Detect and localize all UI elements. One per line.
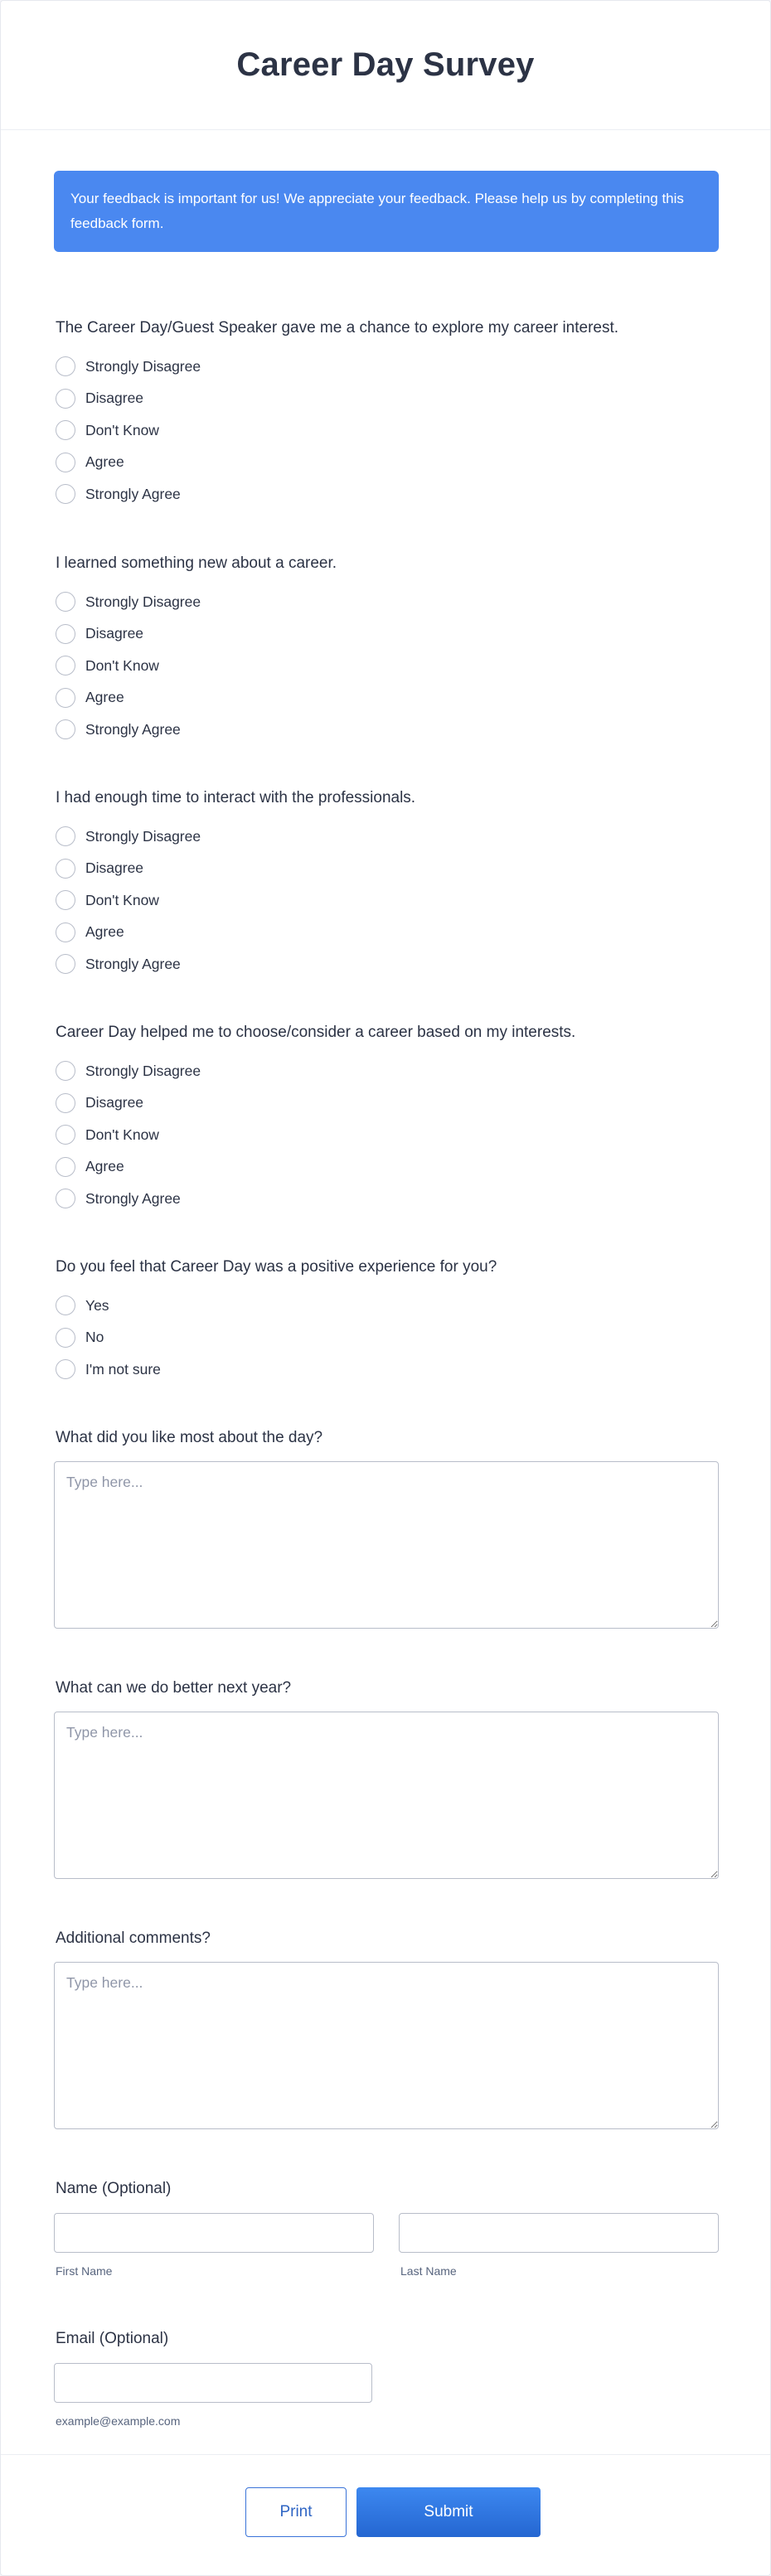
radio-group — [56, 1055, 719, 1215]
question-choose-career — [56, 1022, 719, 1215]
radio-group — [56, 821, 719, 981]
email-sublabel: example@example.com — [56, 2414, 181, 2428]
liked-most-textarea[interactable] — [54, 1461, 719, 1629]
radio-option-agree[interactable] — [56, 447, 719, 479]
radio-button[interactable] — [56, 420, 75, 440]
radio-button[interactable] — [56, 592, 75, 612]
radio-button[interactable] — [56, 453, 75, 472]
radio-option-disagree[interactable] — [56, 853, 719, 885]
option-label: Agree — [85, 1158, 124, 1175]
option-label: Agree — [85, 923, 124, 941]
question-label: Additional comments? — [56, 1930, 211, 1947]
first-name-sublabel: First Name — [56, 2264, 113, 2278]
radio-option-strongly-agree[interactable] — [56, 478, 719, 511]
option-label: Don't Know — [85, 1126, 159, 1143]
question-career-interest — [56, 317, 719, 511]
radio-option-dont-know[interactable] — [56, 884, 719, 917]
option-label: Agree — [85, 689, 124, 706]
radio-button[interactable] — [56, 356, 75, 376]
option-label: Don't Know — [85, 421, 159, 438]
radio-option-strongly-disagree[interactable] — [56, 821, 719, 853]
radio-option-no[interactable] — [56, 1322, 719, 1354]
radio-button[interactable] — [56, 1093, 75, 1113]
radio-option-agree[interactable] — [56, 917, 719, 949]
submit-button[interactable]: Submit — [356, 2487, 541, 2537]
radio-option-strongly-disagree[interactable] — [56, 586, 719, 618]
radio-option-strongly-agree[interactable] — [56, 714, 719, 746]
radio-button[interactable] — [56, 1061, 75, 1081]
radio-button[interactable] — [56, 484, 75, 504]
form-title: Career Day Survey — [236, 46, 535, 83]
radio-group — [56, 351, 719, 511]
option-label: I'm not sure — [85, 1360, 161, 1378]
radio-option-strongly-agree[interactable] — [56, 948, 719, 981]
print-button[interactable]: Print — [245, 2487, 347, 2537]
radio-button[interactable] — [56, 826, 75, 846]
question-label: What did you like most about the day? — [56, 1429, 323, 1446]
radio-option-disagree[interactable] — [56, 383, 719, 415]
question-enough-time — [56, 787, 719, 981]
question-additional-comments — [56, 1928, 719, 1949]
email-input[interactable] — [54, 2363, 372, 2403]
radio-option-not-sure[interactable] — [56, 1353, 719, 1386]
radio-button[interactable] — [56, 656, 75, 675]
radio-button[interactable] — [56, 859, 75, 879]
question-learned-something — [56, 553, 719, 746]
name-label: Name (Optional) — [56, 2180, 172, 2197]
radio-option-strongly-agree[interactable] — [56, 1183, 719, 1215]
first-name-input[interactable] — [54, 2213, 374, 2253]
email-field-group — [56, 2328, 719, 2350]
option-label: No — [85, 1329, 104, 1346]
question-label: I learned something new about a career. — [56, 554, 337, 572]
radio-button[interactable] — [56, 1189, 75, 1208]
option-label: Strongly Agree — [85, 1189, 181, 1207]
radio-button[interactable] — [56, 624, 75, 644]
radio-option-dont-know[interactable] — [56, 650, 719, 682]
option-label: Disagree — [85, 390, 144, 407]
option-label: Strongly Disagree — [85, 357, 201, 375]
radio-button[interactable] — [56, 1157, 75, 1177]
radio-option-strongly-disagree[interactable] — [56, 1055, 719, 1087]
option-label: Strongly Disagree — [85, 593, 201, 610]
option-label: Strongly Agree — [85, 485, 181, 502]
radio-button[interactable] — [56, 1125, 75, 1145]
option-label: Strongly Agree — [85, 955, 181, 972]
radio-button[interactable] — [56, 688, 75, 708]
additional-comments-textarea[interactable] — [54, 1962, 719, 2129]
radio-button[interactable] — [56, 922, 75, 942]
question-label: I had enough time to interact with the professionals. — [56, 789, 416, 806]
radio-button[interactable] — [56, 1328, 75, 1348]
question-do-better — [56, 1678, 719, 1699]
feedback-notice: Your feedback is important for us! We appreciate your feedback. Please help us by completing this feedback form. — [54, 171, 719, 252]
radio-option-dont-know[interactable] — [56, 1119, 719, 1151]
option-label: Disagree — [85, 859, 144, 877]
question-positive-experience — [56, 1257, 719, 1386]
option-label: Don't Know — [85, 656, 159, 674]
option-label: Agree — [85, 453, 124, 471]
question-label: What can we do better next year? — [56, 1679, 292, 1697]
radio-option-disagree[interactable] — [56, 618, 719, 651]
radio-button[interactable] — [56, 1295, 75, 1315]
radio-option-strongly-disagree[interactable] — [56, 351, 719, 383]
option-label: Yes — [85, 1296, 109, 1314]
option-label: Disagree — [85, 1094, 144, 1111]
option-label: Strongly Agree — [85, 720, 181, 738]
question-label: Do you feel that Career Day was a positive experience for you? — [56, 1258, 497, 1276]
last-name-input[interactable] — [399, 2213, 719, 2253]
option-label: Strongly Disagree — [85, 827, 201, 845]
name-field-group — [56, 2178, 719, 2200]
question-liked-most — [56, 1427, 719, 1449]
option-label: Strongly Disagree — [85, 1062, 201, 1079]
question-label: Career Day helped me to choose/consider a career based on my interests. — [56, 1024, 576, 1041]
radio-group — [56, 1290, 719, 1386]
radio-option-dont-know[interactable] — [56, 414, 719, 447]
radio-button[interactable] — [56, 954, 75, 974]
radio-button[interactable] — [56, 719, 75, 739]
radio-group — [56, 586, 719, 746]
radio-option-disagree[interactable] — [56, 1087, 719, 1120]
option-label: Don't Know — [85, 891, 159, 908]
radio-option-agree[interactable] — [56, 682, 719, 714]
email-label: Email (Optional) — [56, 2330, 169, 2347]
do-better-textarea[interactable] — [54, 1712, 719, 1879]
radio-option-yes[interactable] — [56, 1290, 719, 1322]
option-label: Disagree — [85, 625, 144, 642]
last-name-sublabel: Last Name — [400, 2264, 457, 2278]
radio-button[interactable] — [56, 389, 75, 409]
radio-button[interactable] — [56, 890, 75, 910]
radio-option-agree[interactable] — [56, 1151, 719, 1184]
question-label: The Career Day/Guest Speaker gave me a chance to explore my career interest. — [56, 319, 619, 337]
radio-button[interactable] — [56, 1359, 75, 1379]
form-header — [1, 1, 770, 130]
